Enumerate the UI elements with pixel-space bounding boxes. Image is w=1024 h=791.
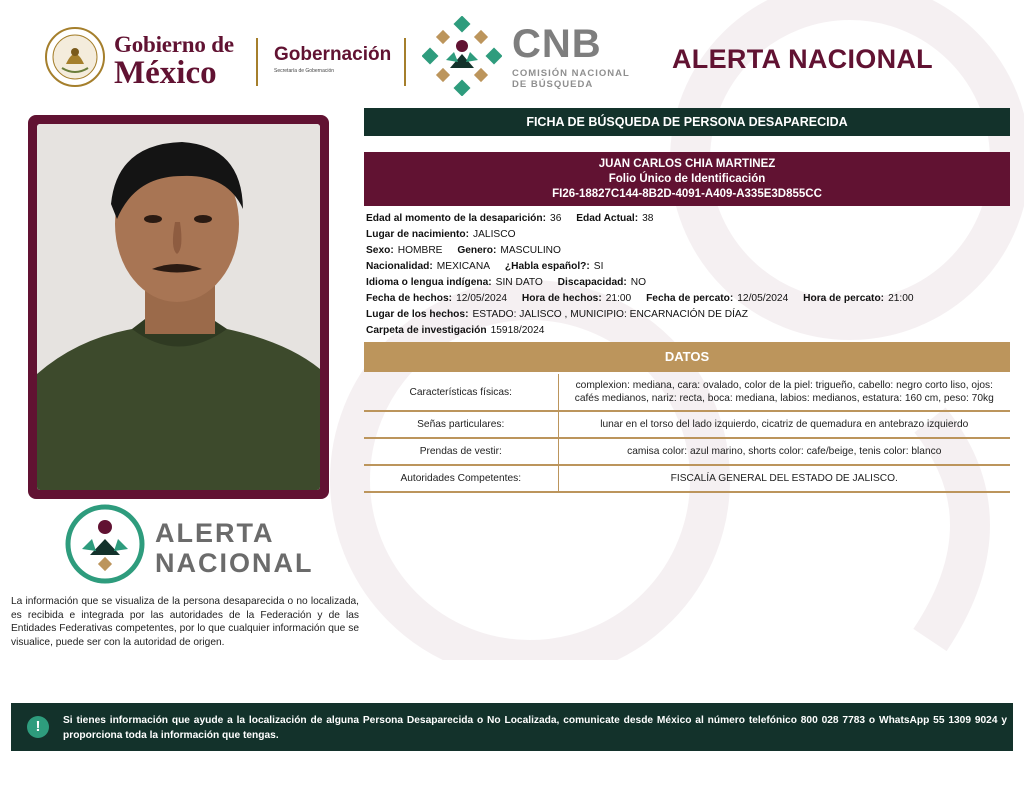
fecha-percato-value: 12/05/2024 [737,293,789,304]
disclaimer-text: La información que se visualiza de la persona desaparecida o no localizada, es recibida e integrada por las autoridades de la Federación y de las Entidades Federativas competentes, por lo que cualquier información que se visualice, puede ser con la autoridad de origen. [11,596,359,648]
discapacidad-value: NO [630,277,647,288]
gob-line2: México [114,55,217,91]
edad-desaparicion-value: 36 [550,213,562,224]
info-row [366,259,1010,275]
table-row [364,374,1010,411]
ficha-title-bar: FICHA DE BÚSQUEDA DE PERSONA DESAPARECIDA [364,108,1010,136]
idioma-value: SIN DATO [495,277,543,288]
person-name: JUAN CARLOS CHIA MARTINEZ [598,158,776,170]
lugar-hechos-label: Lugar de los hechos: [366,309,469,320]
hora-percato-value: 21:00 [888,293,914,304]
info-row [366,243,1010,259]
divider [256,38,258,86]
cnb-acronym: CNB [512,22,602,66]
info-row [366,291,1010,307]
espanol-value: SI [593,261,604,272]
lugar-hechos-value: ESTADO: JALISCO , MUNICIPIO: ENCARNACIÓN DE DÍAZ [472,309,748,320]
person-photo-image [37,124,320,490]
cnb-line1: COMISIÓN NACIONAL [512,68,630,79]
nacimiento-value: JALISCO [473,229,516,240]
footer-bar [11,703,1013,751]
table-row [364,438,1010,465]
hora-hechos-value: 21:00 [605,293,632,304]
nacimiento-label: Lugar de nacimiento: [366,229,470,240]
info-row [366,227,1010,243]
info-row [366,323,1010,339]
info-block [366,211,1010,339]
photo-frame [28,115,329,499]
info-row [366,275,1010,291]
alerta-nacional-title: ALERTA NACIONAL [672,44,933,74]
footer-message: Si tienes información que ayude a la localización de alguna Persona Desaparecida o No Localizada, comunicate desde México al número telefónico 800 028 7783 o WhatsApp 55 1309 9024 y proporciona toda la información que tengas. [63,715,1007,741]
nacionalidad-value: MEXICANA [436,261,491,272]
edad-desaparicion-label: Edad al momento de la desaparición: [366,213,547,224]
datos-table [364,374,1010,493]
info-row [366,307,1010,323]
folio-label: Folio Único de Identificación [608,173,766,185]
name-box [364,152,1010,206]
alert-icon: ! [27,716,49,738]
escudo-nacional-icon [44,26,106,88]
datos-title-bar: DATOS [364,342,1010,372]
edad-actual-label: Edad Actual: [576,213,639,224]
carpeta-label: Carpeta de investigación [366,325,487,336]
genero-label: Genero: [457,245,497,256]
sexo-value: HOMBRE [397,245,443,256]
fecha-percato-label: Fecha de percato: [646,293,734,304]
gob-line1: Gobierno de [114,32,234,57]
fecha-hechos-label: Fecha de hechos: [366,293,453,304]
alerta-nacional-logo-icon [64,503,146,585]
nacionalidad-label: Nacionalidad: [366,261,433,272]
info-row [366,211,1010,227]
edad-actual-value: 38 [642,213,654,224]
cnb-line2: DE BÚSQUEDA [512,79,594,90]
datos-value: lunar en el torso del lado izquierdo, cicatriz de quemadura en antebrazo izquierdo [558,411,1010,438]
idioma-label: Idioma o lengua indígena: [366,277,492,288]
alerta-logo-line2: NACIONAL [155,548,314,578]
gobernacion-sub: Secretaría de Gobernación [274,68,335,74]
gobernacion-logo [274,44,391,74]
cnb-logo-text [512,24,630,90]
sexo-label: Sexo: [366,245,394,256]
gobierno-de-mexico-logo [114,33,234,90]
table-row [364,411,1010,438]
datos-value: camisa color: azul marino, shorts color: cafe/beige, tenis color: blanco [558,438,1010,465]
folio-value: FI26-18827C144-8B2D-4091-A409-A335E3D855CC [552,188,822,200]
hora-hechos-label: Hora de hechos: [521,293,602,304]
person-photo [37,124,320,490]
hora-percato-label: Hora de percato: [803,293,885,304]
datos-label: Autoridades Competentes: [364,465,558,492]
datos-label: Prendas de vestir: [364,438,558,465]
table-row [364,465,1010,492]
espanol-label: ¿Habla español?: [504,261,590,272]
alerta-nacional-logo-text [155,520,314,577]
divider [404,38,406,86]
carpeta-value: 15918/2024 [490,325,545,336]
datos-value: FISCALÍA GENERAL DEL ESTADO DE JALISCO. [558,465,1010,492]
datos-value: complexion: mediana, cara: ovalado, color de la piel: trigueño, cabello: negro corto liso, ojos: cafés medianos, nariz: recta, boca: mediana, labios: medianos, estatura: 160 cm, peso: 70kg [558,374,1010,411]
fecha-hechos-value: 12/05/2024 [456,293,508,304]
header [0,0,1024,100]
genero-value: MASCULINO [500,245,561,256]
alerta-logo-line1: ALERTA [155,518,275,548]
gobernacion-label: Gobernación [274,44,392,65]
discapacidad-label: Discapacidad: [557,277,627,288]
datos-label: Señas particulares: [364,411,558,438]
datos-label: Características físicas: [364,374,558,411]
cnb-logo-icon [422,16,502,96]
